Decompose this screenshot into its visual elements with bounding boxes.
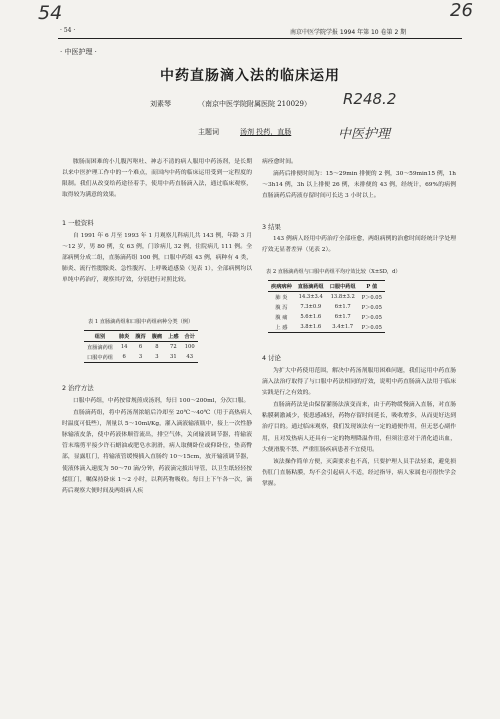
table-cell: 3 — [132, 352, 148, 363]
table-1-header: 肺炎 — [118, 333, 130, 340]
handwritten-ref-code: R248.2 — [343, 90, 397, 108]
article-title: 中药直肠滴入法的临床运用 — [160, 68, 340, 84]
table-cell: 8 — [155, 344, 159, 350]
section-4-heading: 4 讨论 — [262, 354, 281, 362]
table-cell: 43 — [182, 352, 198, 363]
table-1-header: 上感 — [168, 333, 179, 340]
section-tag: · 中医护理 · — [60, 48, 97, 56]
table-1-header: 合计 — [184, 333, 195, 340]
journal-header: 南京中医学院学报 1994 年第 10 卷第 2 期 — [290, 29, 407, 36]
discussion-paragraph-3: 该法操作简单方便，灭菌要求也不高，只要护理人员手法轻柔，避免损伤肛门直肠粘膜，均不会引起病人不适，经过指导，病人家属也可很快学会掌握。 — [262, 458, 456, 487]
section-2-heading: 2 治疗方法 — [62, 384, 94, 392]
table-2-header: 直肠滴药组 — [297, 283, 324, 290]
table-cell: 口服中药组 — [84, 352, 116, 363]
table-row — [268, 312, 385, 322]
table-cell: 14.3±3.4 — [298, 294, 323, 300]
header-rule — [58, 38, 462, 39]
table-cell: 13.8±3.2 — [330, 294, 355, 300]
table-1-header: 腹泻 — [135, 333, 146, 340]
table-cell: 14 — [120, 344, 128, 350]
table-row — [84, 342, 198, 353]
table-cell: 腹 痛 — [275, 314, 288, 321]
keywords: 汤剂 投药，直肠 — [240, 128, 292, 136]
table-2-header: 疾病病种 — [271, 283, 292, 290]
table-cell: 6 — [138, 344, 143, 350]
table-cell: 5.6±1.6 — [300, 314, 322, 320]
table-cell: 直肠滴药组 — [87, 344, 113, 351]
table-cell: 6 — [116, 352, 132, 363]
affiliation: （南京中医学院附属医院 210029） — [198, 100, 311, 108]
table-2-header: P 值 — [366, 283, 378, 290]
table-2-header: 口服中药组 — [329, 283, 356, 290]
method-oral-paragraph: 口服中药组，中药按常规煎成汤剂，每日 100～200ml，分次口服。 — [73, 398, 250, 404]
table-cell: 肺 炎 — [275, 294, 288, 301]
section-3-heading: 3 结果 — [262, 223, 281, 231]
table-cell: 腹 泻 — [275, 304, 288, 311]
table-cell: 3.8±1.6 — [295, 322, 327, 333]
intro-paragraph: 脓肠而困难的小儿腹泻呕吐、神志不清的病人服用中药汤剂，是长期以来中医护理工作中的一个难点，而国内中药的临床运用受到一定程度的限制。我们从改变给药途径着手，使用中药直肠滴入法，通过临床观察，取得较为满意的效果。 — [62, 159, 252, 199]
table-cell: 72 — [170, 344, 177, 350]
table-cell: P＞0.05 — [361, 314, 382, 321]
author: 刘素琴 — [150, 100, 171, 108]
table-cell: P＞0.05 — [361, 304, 382, 311]
table-cell: 31 — [165, 352, 181, 363]
table-1 — [84, 330, 198, 363]
table-cell: 上 感 — [268, 322, 295, 333]
table-row — [268, 292, 385, 303]
handwritten-page-number: 54 — [38, 2, 63, 24]
table-2-caption: 表 2 直肠滴药组与口服中药组平均疗效比较（X±SD，d） — [266, 269, 401, 275]
section-1-heading: 1 一般资料 — [62, 219, 94, 227]
handwritten-corner-number: 26 — [450, 0, 473, 21]
section-3-paragraph: 143 例病人经用中药治疗全部痊愈，两组病例的治愈时间经统计学处理疗效无显著差异（见表 2）。 — [262, 236, 456, 254]
keywords-label: 主题词 — [198, 128, 219, 136]
table-cell: 7.3±0.9 — [300, 304, 322, 310]
table-row — [268, 322, 385, 333]
section-4-paragraphs — [262, 366, 456, 491]
table-cell: P＞0.05 — [361, 294, 382, 301]
handwritten-side-note: 中医护理 — [338, 127, 391, 142]
table-1-caption: 表 1 直肠滴药组和口服中药组病种分类（例） — [88, 319, 194, 325]
table-cell: P＞0.05 — [359, 322, 385, 333]
table-cell: 6±1.7 — [334, 314, 351, 320]
method-rectal-paragraph: 直肠滴药组，将中药汤剂浓缩后冷却至 20℃～40℃（用于高热病人时温度可低些），剂量以 5～10ml/Kg，灌入滴液输液瓶中，接上一次性静脉输液皮条，使中药液体顺管流出，排空气体，关闭输液调节器，将输液管末端剪平接少许石蜡油或肥皂水润滑，病人取侧卧位或仰卧位，垫高臀部，显露肛门，将输液管缓慢插入直肠约 10～15cm，放开输液调节器，使液体滴入速度为 50～70 滴/分钟，药液滴完拔出导管，以卫生纸轻轻按揉肛门，嘱保持卧床 1～2 小时，以利药物吸收。每日上下午各一次，滴药后观察大便时间及两组病人疾 — [62, 410, 252, 494]
table-row — [84, 352, 198, 363]
table-cell: 3.4±1.7 — [327, 322, 359, 333]
table-cell: 6±1.7 — [334, 304, 351, 310]
section-2-paragraphs — [62, 396, 252, 498]
page-number: · 54 · — [60, 27, 76, 34]
table-1-header: 腹痛 — [151, 333, 163, 340]
table-cell: 100 — [184, 344, 195, 350]
section-1-paragraph: 自 1991 年 6 月至 1993 年 1 月观察儿科病儿共 143 例，年龄 3 月～12 岁，男 80 例，女 63 例，门诊病儿 32 例，住院病儿 111 例。全部病例分成二组，直肠滴药组 100 例，口服中药组 43 例，病种有 4 类，肺炎、流行性腮腺炎、急性腹泻、上呼吸道感染（见表 1），全部病例均以单纯中药治疗，观察其疗效，分别进行对照比较。 — [62, 233, 252, 284]
table-2 — [268, 280, 385, 333]
table-row — [268, 302, 385, 312]
defecation-paragraph: 滴药后排便时间为：15～29min 排便的 2 例，30～59min15 例，1h～3h14 例，3h 以上排便 26 例，未排便的 43 例，经统计，69%的病例直肠滴药后药液存留时间可长达 3 小时以上。 — [262, 171, 456, 200]
discussion-paragraph-2: 直肠滴药法是由保留灌肠法演变而来，由于药物缓慢滴入直肠，对直肠粘膜刺激减少，使患感减轻，药物存留时间延长，吸收增多，从而更好达到治疗目的。通过临床观察，我们发现该法有一定的通便作用，但无恶心副作用，且对发热病人还具有一定的物理降温作用，但须注意对于消化道出血，大便滑脱不禁、严重肛肠疾病患者不宜使用。 — [262, 402, 456, 453]
continued-text: 病痊愈时间。 — [262, 159, 297, 165]
table-cell: 3 — [149, 352, 165, 363]
discussion-paragraph-1: 为扩大中药使用范围，解决中药汤剂服用困难问题，我们运用中药直肠滴入法治疗取得了与口服中药法相同的疗效，说明中药直肠滴入法用于临床实践是行之有效的。 — [262, 368, 456, 397]
right-column-top — [262, 157, 456, 203]
table-1-header: 组别 — [94, 333, 106, 340]
